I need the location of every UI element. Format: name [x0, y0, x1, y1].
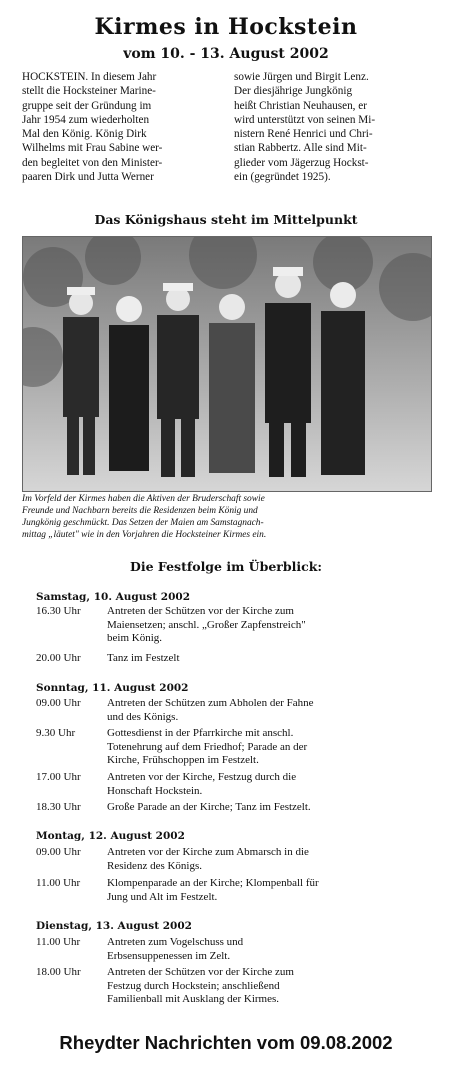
- event-time: 11.00 Uhr: [36, 877, 81, 889]
- article-column-right: [234, 70, 430, 184]
- event-time: 18.00 Uhr: [36, 966, 81, 978]
- schedule-day: Dienstag, 13. August 2002: [36, 920, 192, 932]
- text-line: paaren Dirk und Jutta Werner: [22, 171, 154, 184]
- text-line: Der diesjährige Jungkönig: [234, 85, 353, 98]
- schedule-day: Samstag, 10. August 2002: [36, 591, 191, 603]
- text-line: glieder vom Jägerzug Hockst-: [234, 156, 369, 169]
- text-line: stian Rabbertz. Alle sind Mit-: [234, 142, 367, 155]
- group-photo: [22, 236, 432, 492]
- event-description: Antreten zum Vogelschuss und Erbsensuppenessen im Zelt.: [107, 936, 244, 962]
- event-time: 18.30 Uhr: [36, 801, 81, 813]
- event-time: 9.30 Uhr: [36, 727, 76, 739]
- event-time: 09.00 Uhr: [36, 846, 81, 858]
- text-line: sowie Jürgen und Birgit Lenz.: [234, 71, 369, 83]
- caption-line: Im Vorfeld der Kirmes haben die Aktiven der Bruderschaft sowie: [22, 494, 265, 504]
- text-line: HOCKSTEIN. In diesem Jahr: [22, 71, 157, 83]
- text-line: stellt die Hocksteiner Marine-: [22, 85, 156, 98]
- event-description: Gottesdienst in der Pfarrkirche mit anschl. Totenehrung auf dem Friedhof; Parade an der Kirche, Frühschoppen im Festzelt.: [107, 727, 308, 766]
- event-description: Antreten vor der Kirche zum Abmarsch in die Residenz des Königs.: [107, 846, 309, 872]
- text-line: Jahr 1954 zum wiederholten: [22, 113, 150, 126]
- event-time: 20.00 Uhr: [36, 652, 81, 664]
- schedule-day: Sonntag, 11. August 2002: [36, 682, 189, 694]
- event-description: Antreten der Schützen vor der Kirche zum Maiensetzen; anschl. „Großer Zapfenstreich" beim König.: [107, 605, 306, 644]
- text-line: heißt Christian Neuhausen, er: [234, 99, 367, 112]
- photo-heading: Das Königshaus steht im Mittelpunkt: [94, 212, 358, 227]
- event-time: 17.00 Uhr: [36, 771, 81, 783]
- text-line: ein (gegründet 1925).: [234, 171, 331, 184]
- source-footer: Rheydter Nachrichten vom 09.08.2002: [59, 1032, 393, 1053]
- event-description: Tanz im Festzelt: [107, 652, 180, 664]
- event-description: Große Parade an der Kirche; Tanz im Festzelt.: [107, 801, 311, 813]
- photo-caption: [22, 494, 432, 542]
- event-time: 09.00 Uhr: [36, 697, 81, 709]
- event-description: Antreten vor der Kirche, Festzug durch die Honschaft Hockstein.: [107, 771, 297, 797]
- text-line: wird unterstützt von seinen Mi-: [234, 113, 376, 126]
- article-title: Kirmes in Hockstein: [94, 14, 358, 40]
- caption-line: Jungkönig geschmückt. Das Setzen der Maien am Samstagnach-: [22, 517, 264, 528]
- article-dates: vom 10. - 13. August 2002: [123, 46, 329, 62]
- article-column-left: [22, 70, 226, 184]
- schedule-heading: Die Festfolge im Überblick:: [130, 559, 322, 574]
- text-line: gruppe seit der Gründung im: [22, 99, 152, 112]
- caption-line: Freunde und Nachbarn bereits die Residenzen beim König und: [22, 505, 258, 516]
- event-time: 16.30 Uhr: [36, 605, 81, 617]
- text-line: Wilhelms mit Frau Sabine wer-: [22, 142, 163, 155]
- schedule-day: Montag, 12. August 2002: [36, 830, 185, 842]
- event-description: Antreten der Schützen vor der Kirche zum Festzug durch Hockstein; anschließend Familienball mit Ausklang der Kirmes.: [107, 966, 294, 1005]
- text-line: Mal den König. König Dirk: [22, 128, 147, 141]
- group-photo-image: [23, 237, 431, 491]
- event-description: Antreten der Schützen zum Abholen der Fahne und des Königs.: [107, 697, 314, 723]
- event-time: 11.00 Uhr: [36, 936, 81, 948]
- text-line: den begleitet von den Minister-: [22, 156, 163, 169]
- event-description: Klompenparade an der Kirche; Klompenball für Jung und Alt im Festzelt.: [107, 877, 319, 903]
- caption-line: mittag „läutet" wie in den Vorjahren die Hocksteiner Kirmes ein.: [22, 529, 267, 540]
- text-line: nistern René Henrici und Chri-: [234, 128, 373, 141]
